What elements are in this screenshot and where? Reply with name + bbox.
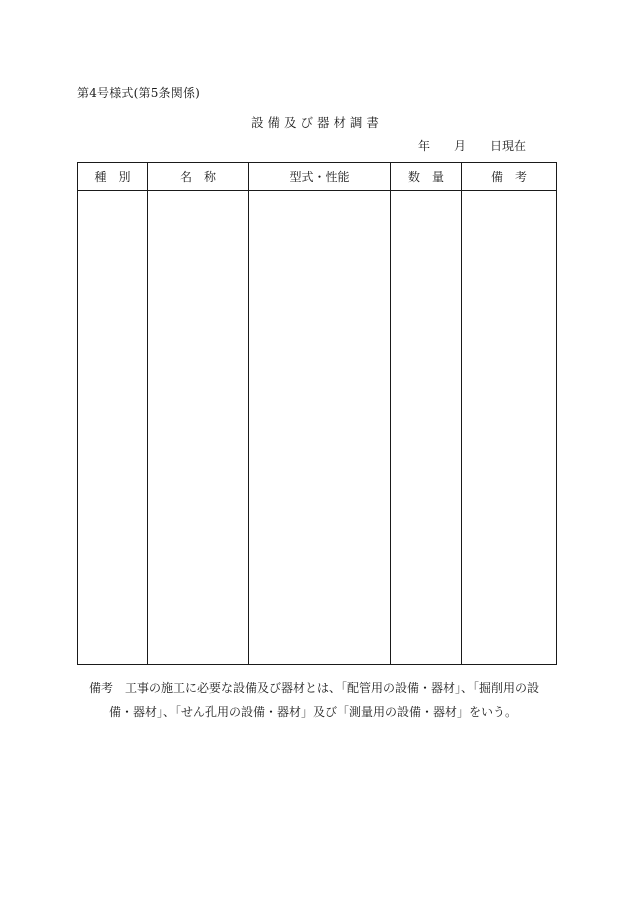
cell-remarks[interactable]	[462, 191, 557, 665]
header-model-performance: 型式・性能	[249, 163, 391, 191]
table-row	[78, 191, 557, 665]
cell-quantity[interactable]	[391, 191, 462, 665]
header-type: 種 別	[78, 163, 148, 191]
date-month-label: 月	[453, 139, 466, 153]
header-name: 名 称	[148, 163, 249, 191]
header-quantity: 数 量	[391, 163, 462, 191]
document-title: 設 備 及 び 器 材 調 書	[251, 115, 379, 130]
header-remarks: 備 考	[462, 163, 557, 191]
form-number: 第4号様式(第5条関係)	[77, 86, 201, 100]
equipment-table	[77, 162, 557, 665]
remarks-section	[89, 676, 559, 724]
table-header-row	[78, 163, 557, 191]
date-day-label: 日現在	[489, 139, 526, 153]
remarks-label: 備考	[89, 681, 114, 695]
cell-type[interactable]	[78, 191, 148, 665]
date-line	[418, 137, 526, 154]
date-year-label: 年	[417, 139, 430, 153]
remarks-text: 工事の施工に必要な設備及び器材とは、「配管用の設備・器材」、「掘削用の設備・器材」、「せん孔用の設備・器材」及び「測量用の設備・器材」をいう。	[109, 681, 540, 719]
cell-name[interactable]	[148, 191, 249, 665]
cell-model-performance[interactable]	[249, 191, 391, 665]
